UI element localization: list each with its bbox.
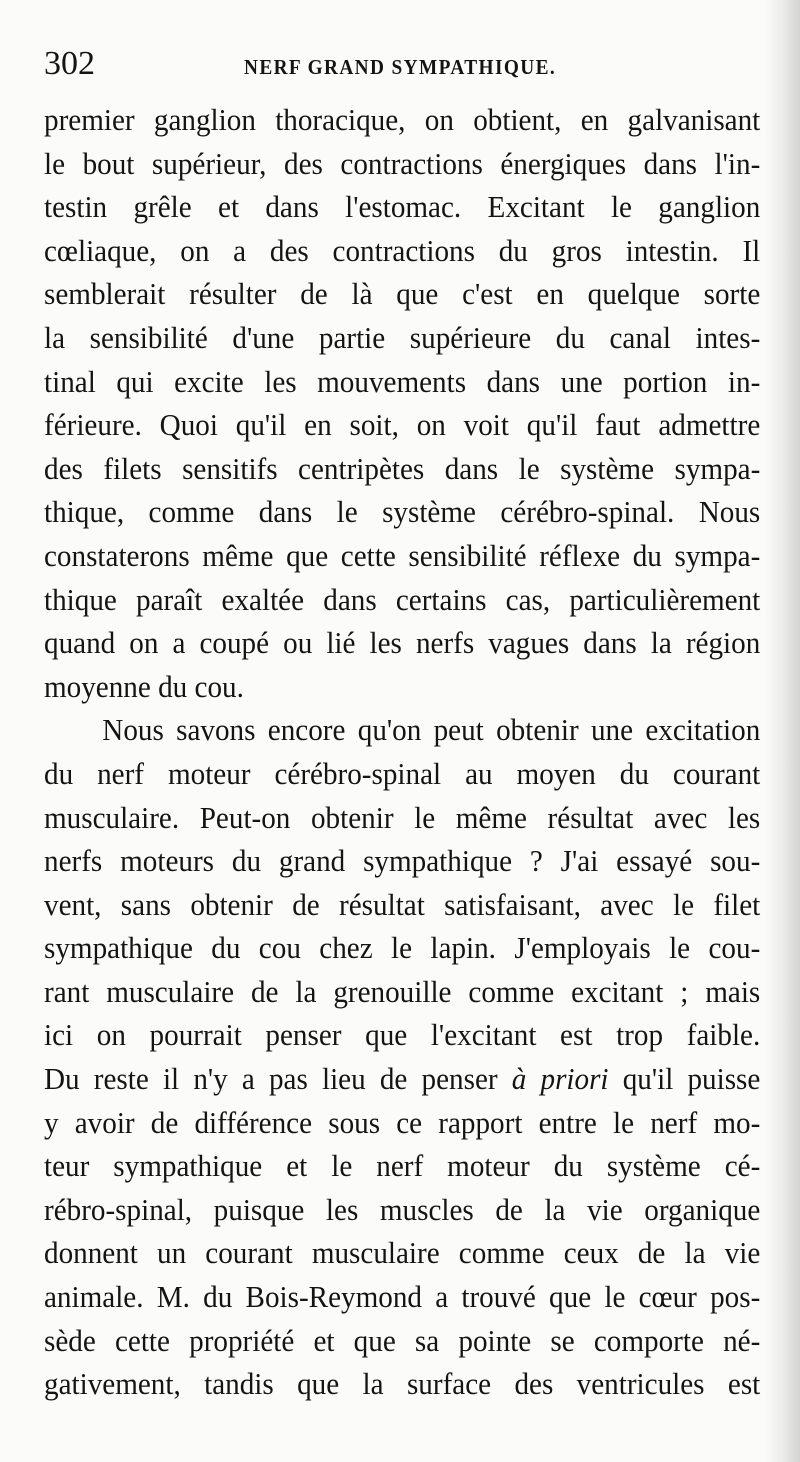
page-edge-shadow: [764, 0, 800, 1462]
text-line: férieure. Quoi qu'il en soit, on voit qu'il faut admettre: [44, 407, 761, 443]
text-line: gativement, tandis que la surface des ventricules est: [44, 1366, 761, 1402]
text-line: rébro-spinal, puisque les muscles de la vie organique: [44, 1191, 761, 1227]
text-line: tinal qui excite les mouvements dans une portion in-: [44, 363, 761, 399]
paragraph-end-line: moyenne du cou.: [44, 668, 244, 704]
text-line: quand on a coupé ou lié les nerfs vagues dans la région: [44, 625, 761, 661]
text-line: sède cette propriété et que sa pointe se comporte né-: [44, 1322, 761, 1358]
text-line: thique paraît exaltée dans certains cas, particulièrement: [44, 581, 761, 617]
italic-phrase: à priori: [511, 1061, 609, 1097]
running-header: [44, 40, 760, 84]
text-line: premier ganglion thoracique, on obtient, en galvanisant: [44, 102, 761, 137]
text-line: des filets sensitifs centripètes dans le système sympa-: [44, 450, 761, 486]
text-line: thique, comme dans le système cérébro-spinal. Nous: [44, 494, 761, 530]
text-line-with-italic: [44, 1057, 760, 1101]
text-line: animale. M. du Bois-Reymond a trouvé que le cœur pos-: [44, 1279, 761, 1315]
paragraph-start-line: Nous savons encore qu'on peut obtenir une excitation: [102, 712, 761, 748]
text-line: la sensibilité d'une partie supérieure du canal intes-: [44, 319, 761, 355]
text-segment: qu'il puisse: [622, 1061, 761, 1097]
text-line: y avoir de différence sous ce rapport entre le nerf mo-: [44, 1104, 761, 1140]
text-line: testin grêle et dans l'estomac. Excitant le ganglion: [44, 189, 761, 225]
text-line: donnent un courant musculaire comme ceux de la vie: [44, 1235, 761, 1271]
text-line: sympathique du cou chez le lapin. J'employais le cou-: [44, 930, 761, 966]
text-line: constaterons même que cette sensibilité réflexe du sympa-: [44, 537, 761, 573]
text-line: teur sympathique et le nerf moteur du système cé-: [44, 1148, 761, 1184]
text-line: nerfs moteurs du grand sympathique ? J'ai essayé sou-: [44, 843, 761, 879]
text-line: cœliaque, on a des contractions du gros intestin. Il: [44, 232, 761, 268]
text-line: semblerait résulter de là que c'est en quelque sorte: [44, 276, 761, 312]
text-line: vent, sans obtenir de résultat satisfaisant, avec le filet: [44, 886, 761, 922]
text-line: musculaire. Peut-on obtenir le même résultat avec les: [44, 799, 761, 835]
running-title: NERF GRAND SYMPATHIQUE.: [244, 55, 557, 79]
text-line: le bout supérieur, des contractions énergiques dans l'in-: [44, 145, 761, 181]
page-number: 302: [44, 45, 95, 82]
text-line: ici on pourrait penser que l'excitant est trop faible.: [44, 1017, 761, 1053]
body-text: [44, 98, 760, 1406]
text-segment: Du reste il n'y a pas lieu de penser: [44, 1061, 498, 1097]
text-line: du nerf moteur cérébro-spinal au moyen du courant: [44, 755, 761, 791]
text-line: rant musculaire de la grenouille comme excitant ; mais: [44, 973, 761, 1009]
